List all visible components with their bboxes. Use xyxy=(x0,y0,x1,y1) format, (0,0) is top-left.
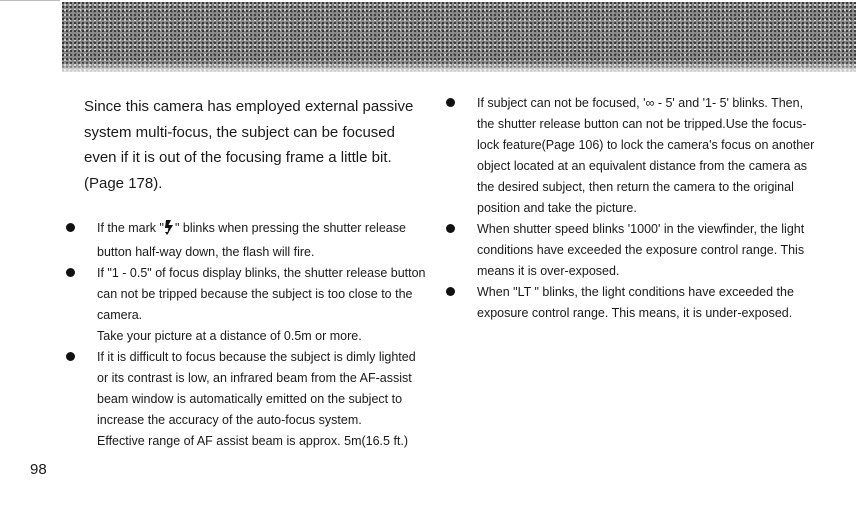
bullet-dot xyxy=(66,223,75,232)
bullet-text: If "1 - 0.5" of focus display blinks, the shutter release button can not be tripped because the subject is too close to the camera. xyxy=(97,266,426,322)
list-item xyxy=(82,347,427,452)
list-item xyxy=(462,219,817,282)
list-item xyxy=(82,263,427,347)
top-rule xyxy=(0,0,60,1)
bullet-dot xyxy=(66,352,75,361)
bullet-dot xyxy=(446,287,455,296)
right-bullet-list xyxy=(462,93,817,324)
bullet-dot xyxy=(446,98,455,107)
page-number: 98 xyxy=(30,461,47,478)
list-item xyxy=(462,93,817,219)
bullet-note: Take your picture at a distance of 0.5m or more. xyxy=(97,329,362,343)
bullet-text: If it is difficult to focus because the subject is dimly lighted or its contrast is low, an infrared beam from the AF-assist beam window is automatically emitted on the subject to increase the accuracy of the auto-focus system. xyxy=(97,350,416,427)
header-banner-fade xyxy=(62,62,856,74)
flash-bolt-icon xyxy=(164,220,175,242)
list-item xyxy=(82,218,427,263)
list-item xyxy=(462,282,817,324)
intro-paragraph: Since this camera has employed external passive system multi-focus, the subject can be focused even if it is out of the focusing frame a little bit.(Page 178). xyxy=(84,98,414,192)
bullet-dot xyxy=(446,224,455,233)
left-column xyxy=(82,94,427,452)
bullet-text: When shutter speed blinks '1000' in the viewfinder, the light conditions have exceeded the exposure control range. This means it is over-exposed. xyxy=(477,222,805,278)
bullet-text-after-icon: " blinks when pressing the shutter release button half-way down, the flash will fire. xyxy=(97,221,406,259)
bullet-text: If subject can not be focused, '∞ - 5' and '1- 5' blinks. Then, the shutter release button can not be tripped.Use the focus-lock feature(Page 106) to lock the camera's focus on another object located at an equivalent distance from the camera as the desired subject, then return the camera to the original position and take the picture. xyxy=(477,96,815,215)
bullet-dot xyxy=(66,268,75,277)
bullet-text: When "LT " blinks, the light conditions have exceeded the exposure control range. This means, it is under-exposed. xyxy=(477,285,794,320)
left-bullet-list xyxy=(82,218,427,452)
bullet-text-before-icon: If the mark " xyxy=(97,221,164,235)
right-column xyxy=(462,93,817,324)
bullet-note: Effective range of AF assist beam is approx. 5m(16.5 ft.) xyxy=(97,434,409,448)
